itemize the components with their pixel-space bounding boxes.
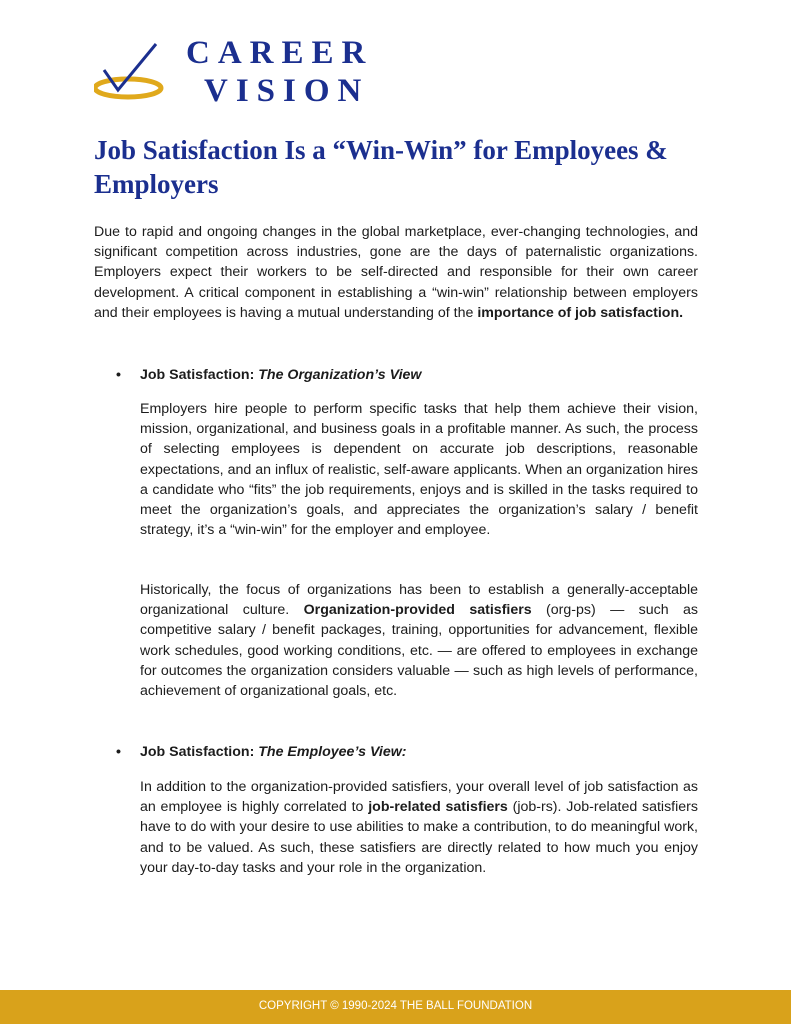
footer-bar [0,990,791,1024]
career-vision-logo [94,34,394,114]
org-provided-satisfiers-term: Organization-provided satisfiers [303,602,532,619]
section-heading-italic: The Employee’s View: [258,744,407,760]
bullet-icon: • [116,744,121,760]
checkmark-swoosh-icon [94,40,166,102]
intro-paragraph [94,222,698,323]
logo-wordmark [186,34,373,110]
logo-line-1: CAREER [186,35,374,71]
organization-view-paragraph-1: Employers hire people to perform specific tasks that help them achieve their vision, mission, organizational, and business goals in a profitable manner. As such, the process of selecting employees is dependent on accurate job descriptions, reasonable expectations, and an influx of realistic, self-aware applicants. When an organization hires a candidate who “fits” the job requirements, enjoys and is skilled in the tasks required to meet the organization’s goals, and appreciates the organization’s salary / benefit strategy, it’s a “win-win” for the employer and employee. [140,401,698,539]
employee-text-a: In addition to the organization-provided satisfiers, your overall level of job satisfaction as an employee is highly correlated to [140,779,698,816]
logo-line-2: VISION [204,73,370,109]
section-organization-heading [116,365,421,385]
section-employee-heading [116,742,406,762]
page-title: Job Satisfaction Is a “Win-Win” for Employees & Employers [94,135,668,199]
para2-text-b: (org-ps) — such as competitive salary / benefit packages, training, opportunities for advancement, flexible work schedules, good working conditions, etc. — are offered to employees in exchange for outcomes the organization considers valuable — such as high levels of performance, achievement of organizational goals, etc. [140,602,699,700]
organization-view-paragraph-2 [140,580,698,701]
section-heading-label: Job Satisfaction: [140,367,259,383]
copyright-text: COPYRIGHT © 1990-2024 THE BALL FOUNDATION [258,1000,533,1012]
para2-text-a: Historically, the focus of organizations has been to establish a generally-acceptable organizational culture. [140,582,698,619]
job-related-satisfiers-term: job-related satisfiers [368,799,508,816]
section-heading-italic: The Organization’s View [258,367,422,383]
intro-bold-text: importance of job satisfaction. [477,304,684,321]
section-heading-label: Job Satisfaction: [140,744,259,760]
employee-view-paragraph [140,777,698,878]
intro-text: Due to rapid and ongoing changes in the global marketplace, ever-changing technologies, and significant competition across industries, gone are the days of paternalistic organizations. Employers expect their workers to be self-directed and responsible for their own career development. A critical component in establishing a “win-win” relationship between employers and their employees is having a mutual understanding of the [94,224,698,321]
employee-text-b: (job-rs). Job-related satisfiers have to do with your desire to use abilities to make a contribution, to do meaningful work, and to be valued. As such, these satisfiers are directly related to how much you enjoy your day-to-day tasks and your role in the organization. [140,799,698,876]
bullet-icon: • [116,367,121,383]
